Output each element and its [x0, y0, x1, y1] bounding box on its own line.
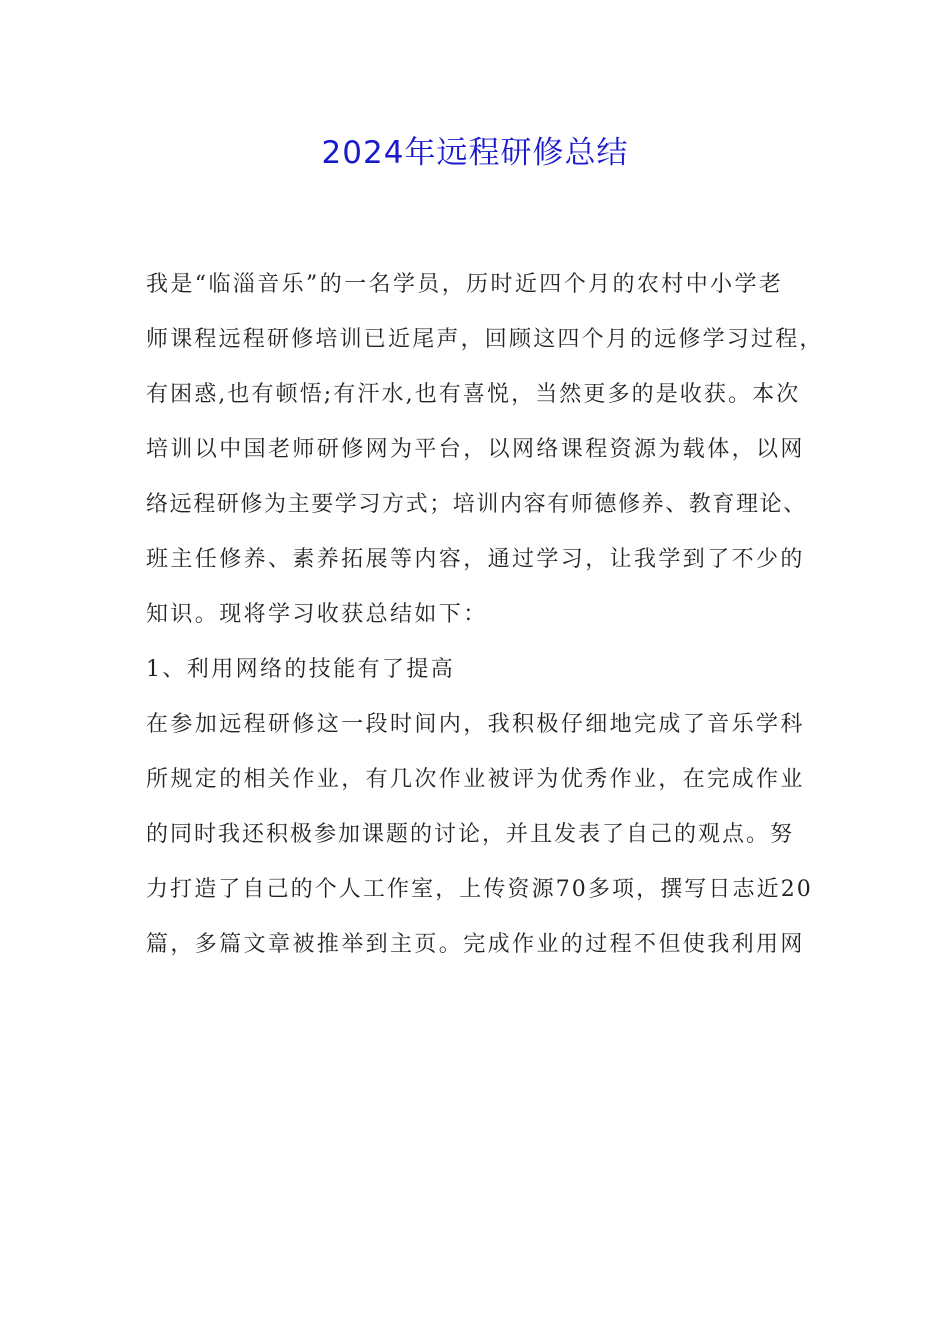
body-line: 在参加远程研修这一段时间内，我积极仔细地完成了音乐学科 — [146, 712, 805, 737]
body-line: 我是“临淄音乐”的一名学员，历时近四个月的农村中小学老 — [146, 272, 784, 297]
body-line: 所规定的相关作业，有几次作业被评为优秀作业，在完成作业 — [146, 767, 805, 792]
section-heading: 1、利用网络的技能有了提高 — [146, 657, 456, 682]
body-line: 络远程研修为主要学习方式；培训内容有师德修养、教育理论、 — [146, 492, 807, 517]
document-title: 2024年远程研修总结 — [321, 135, 629, 171]
body-line: 培训以中国老师研修网为平台，以网络课程资源为载体，以网 — [146, 437, 805, 462]
body-line: 师课程远程研修培训已近尾声，回顾这四个月的远修学习过程， — [146, 327, 824, 352]
body-line: 班主任修养、素养拓展等内容，通过学习，让我学到了不少的 — [146, 547, 805, 572]
body-line: 力打造了自己的个人工作室，上传资源70多项，撰写日志近20 — [146, 877, 813, 902]
body-line: 篇，多篇文章被推举到主页。完成作业的过程不但使我利用网 — [146, 932, 805, 957]
document-body — [146, 257, 826, 972]
body-line: 有困惑,也有顿悟;有汗水,也有喜悦，当然更多的是收获。本次 — [146, 382, 801, 407]
body-line: 的同时我还积极参加课题的讨论，并且发表了自己的观点。努 — [146, 822, 795, 847]
body-line: 知识。现将学习收获总结如下： — [146, 602, 488, 627]
